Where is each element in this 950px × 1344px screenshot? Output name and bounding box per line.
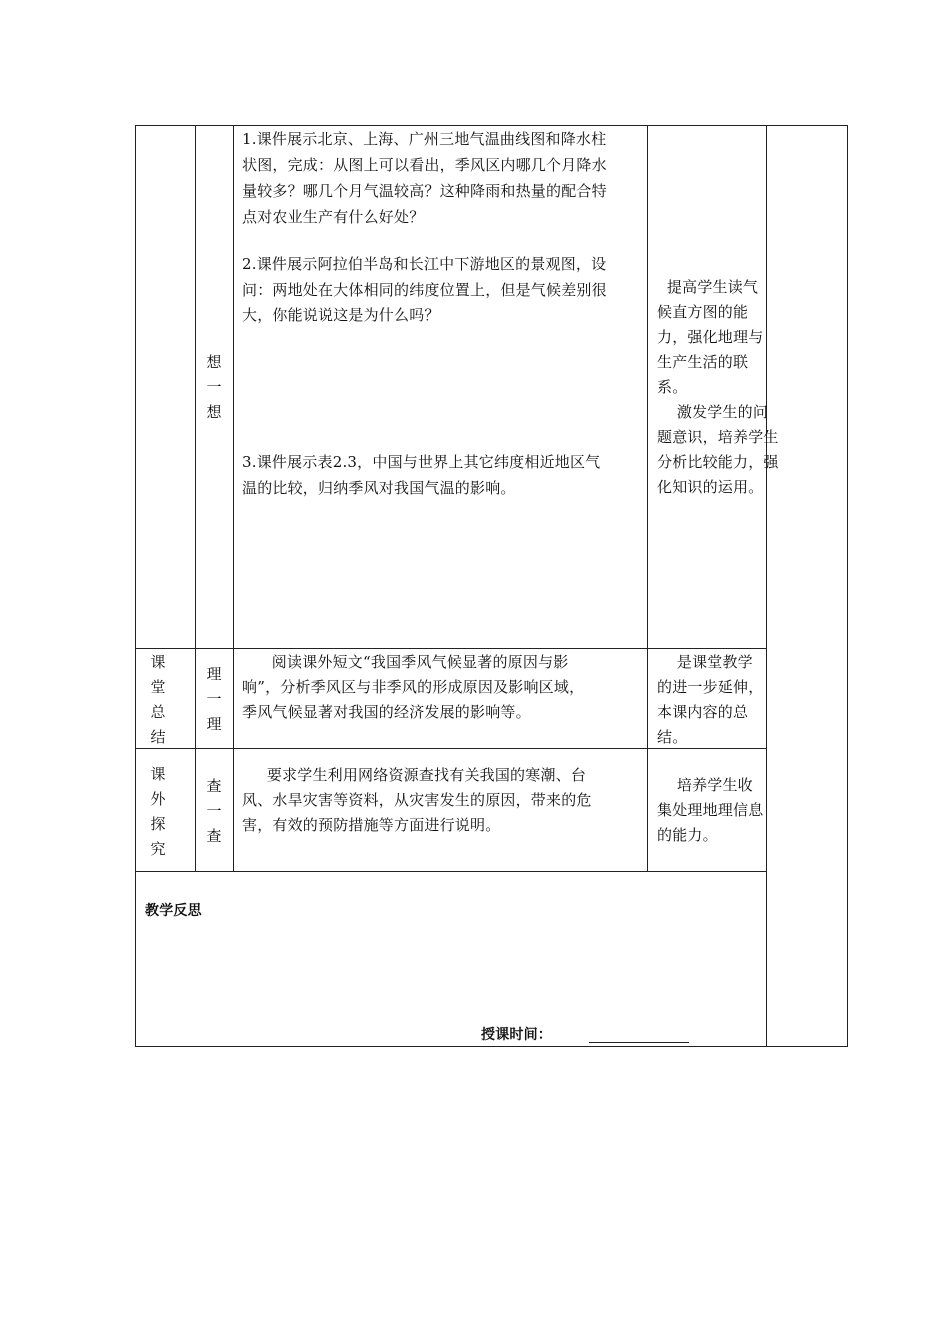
content-line: 阅读课外短文“我国季风气候显著的原因与影: [242, 653, 569, 671]
content-line: 状图，完成：从图上可以看出，季风区内哪几个月降水: [242, 156, 607, 174]
col-divider-activity: [233, 125, 234, 872]
content-line: 响”，分析季风区与非季风的形成原因及影响区域，: [242, 678, 585, 696]
content-line: 问：两地处在大体相同的纬度位置上，但是气候差别很: [242, 281, 607, 299]
stage-label-summary: 课 堂 总 结: [150, 653, 166, 746]
intent-line: 本课内容的总: [657, 703, 749, 721]
intent-line: 结。: [657, 728, 688, 746]
intent-line: 的能力。: [657, 826, 718, 844]
intent-line: 系。: [657, 378, 688, 396]
content-line: 点对农业生产有什么好处？: [242, 208, 425, 226]
intent-line: 培养学生收: [657, 776, 753, 794]
intent-line: 候直方图的能: [657, 303, 749, 321]
intent-line: 题意识，培养学生: [657, 428, 779, 446]
table-right-border: [847, 125, 848, 1047]
intent-line: 集处理地理信息: [657, 801, 764, 819]
content-line: 害，有效的预防措施等方面进行说明。: [242, 816, 501, 834]
reflection-title: 教学反思: [145, 903, 202, 919]
intent-line: 的进一步延伸，: [657, 678, 764, 696]
stage-label-exploration: 课 外 探 究: [150, 765, 166, 858]
content-line: 1.课件展示北京、上海、广州三地气温曲线图和降水柱: [242, 130, 607, 148]
col-divider-stage: [195, 125, 196, 872]
intent-line: 力，强化地理与: [657, 328, 764, 346]
content-line: 大，你能说说这是为什么吗？: [242, 306, 440, 324]
content-line: 风、水旱灾害等资料，从灾害发生的原因，带来的危: [242, 791, 592, 809]
intent-line: 分析比较能力，强: [657, 453, 779, 471]
activity-label-think: 想 一 想: [206, 353, 222, 421]
activity-label-search: 查 一 查: [206, 777, 222, 845]
table-left-border: [135, 125, 136, 1047]
content-line: 要求学生利用网络资源查找有关我国的寒潮、台: [242, 766, 587, 784]
teaching-time-blank: [589, 1042, 689, 1043]
col-divider-content: [647, 125, 648, 872]
content-line: 3.课件展示表2.3，中国与世界上其它纬度相近地区气: [242, 453, 601, 471]
content-line: 温的比较，归纳季风对我国气温的影响。: [242, 479, 516, 497]
intent-line: 激发学生的问: [657, 403, 769, 421]
content-line: 季风气候显著对我国的经济发展的影响等。: [242, 703, 531, 721]
content-line: 量较多？哪几个月气温较高？这种降雨和热量的配合特: [242, 182, 607, 200]
content-line: 2.课件展示阿拉伯半岛和长江中下游地区的景观图，设: [242, 255, 607, 273]
intent-line: 生产生活的联: [657, 353, 749, 371]
col-divider-intent: [766, 125, 767, 1047]
teaching-time-label: 授课时间：: [481, 1027, 552, 1043]
row-divider-3: [135, 871, 767, 872]
intent-line: 提高学生读气: [657, 278, 759, 296]
intent-line: 是课堂教学: [657, 653, 753, 671]
activity-label-organize: 理 一 理: [206, 665, 222, 733]
intent-line: 化知识的运用。: [657, 478, 764, 496]
